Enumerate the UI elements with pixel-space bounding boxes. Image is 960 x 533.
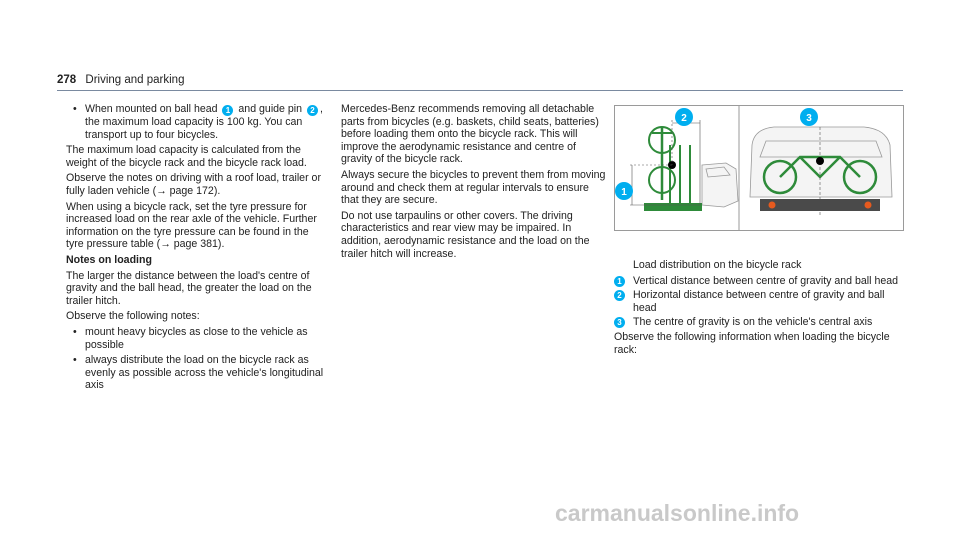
paragraph: The maximum load capacity is calculated from the weight of the bicycle rack and the bicycle rack load. — [66, 144, 307, 169]
legend-text: Horizontal distance between centre of gravity and ball head — [633, 289, 885, 314]
list-item — [66, 103, 328, 141]
legend-text: The centre of gravity is on the vehicle's central axis — [633, 316, 873, 329]
paragraph: Mercedes-Benz recommends removing all detachable parts from bicycles (e.g. baskets, child seats, batteries) before loading them onto the bicycle rack. This will improve the aerodynamic resistance and centre of gravity of the bicycle rack. — [341, 103, 599, 166]
paragraph: Always secure the bicycles to prevent them from moving around and check them at regular intervals to ensure that they are secure. — [341, 168, 606, 207]
paragraph: The larger the distance between the load's centre of gravity and the ball head, the greater the load on the trailer hitch. — [66, 269, 312, 307]
bullet-icon: • — [73, 354, 77, 367]
load-distribution-figure — [614, 105, 904, 231]
legend-item — [614, 289, 904, 314]
paragraph: Do not use tarpaulins or other covers. The driving characteristics and rear view may be impaired. In addition, aerodynamic resistance and the load on the trailer hitch will increase. — [341, 209, 590, 260]
watermark: carmanualsonline.info — [555, 500, 800, 526]
bullet-icon: • — [73, 103, 77, 115]
bullet-icon: • — [73, 325, 77, 338]
list-item — [66, 354, 328, 392]
marker-1-badge: 1 — [614, 276, 625, 287]
marker-2-badge: 2 — [614, 290, 625, 301]
paragraph: When using a bicycle rack, set the tyre pressure for increased load on the rear axle of the vehicle. Further information on the tyre pressure can be found in the tyre pressure table (→ page 381). — [66, 200, 317, 251]
text: always distribute the load on the bicycle rack as evenly as possible across the vehicle's longitudinal axis — [85, 354, 324, 392]
figure-caption: Load distribution on the bicycle rack — [633, 259, 802, 271]
paragraph: Observe the following notes: — [66, 310, 200, 323]
text: and guide pin — [235, 103, 305, 115]
column-1 — [66, 103, 328, 395]
column-2 — [341, 103, 606, 263]
marker-1-badge: 1 — [222, 105, 233, 116]
bicycle-rack-illustration — [614, 105, 904, 231]
figure-marker-1: 1 — [621, 187, 627, 198]
marker-2-badge: 2 — [307, 105, 318, 116]
column-3 — [614, 259, 904, 359]
header-rule — [57, 90, 903, 91]
figure-marker-2: 2 — [681, 113, 687, 124]
text: mount heavy bicycles as close to the vehicle as possible — [85, 325, 308, 351]
legend-text: Vertical distance between centre of gravity and ball head — [633, 274, 899, 287]
page-header — [57, 74, 184, 86]
paragraph: Observe the notes on driving with a roof load, trailer or fully laden vehicle (→ page 172). — [66, 172, 321, 197]
page-number: 278 — [57, 74, 77, 86]
list-item — [66, 326, 328, 351]
legend-item — [614, 275, 904, 288]
section-title: Driving and parking — [85, 74, 185, 86]
marker-3-badge: 3 — [614, 317, 625, 328]
figure-marker-3: 3 — [806, 113, 812, 124]
text: , the maximum load capacity is 100 kg. You can transport up to four bicycles. — [85, 103, 323, 141]
text: When mounted on ball head — [85, 103, 221, 115]
section-heading: Notes on loading — [66, 253, 152, 266]
paragraph: Observe the following information when loading the bicycle rack: — [614, 330, 890, 356]
legend-item — [614, 316, 904, 329]
